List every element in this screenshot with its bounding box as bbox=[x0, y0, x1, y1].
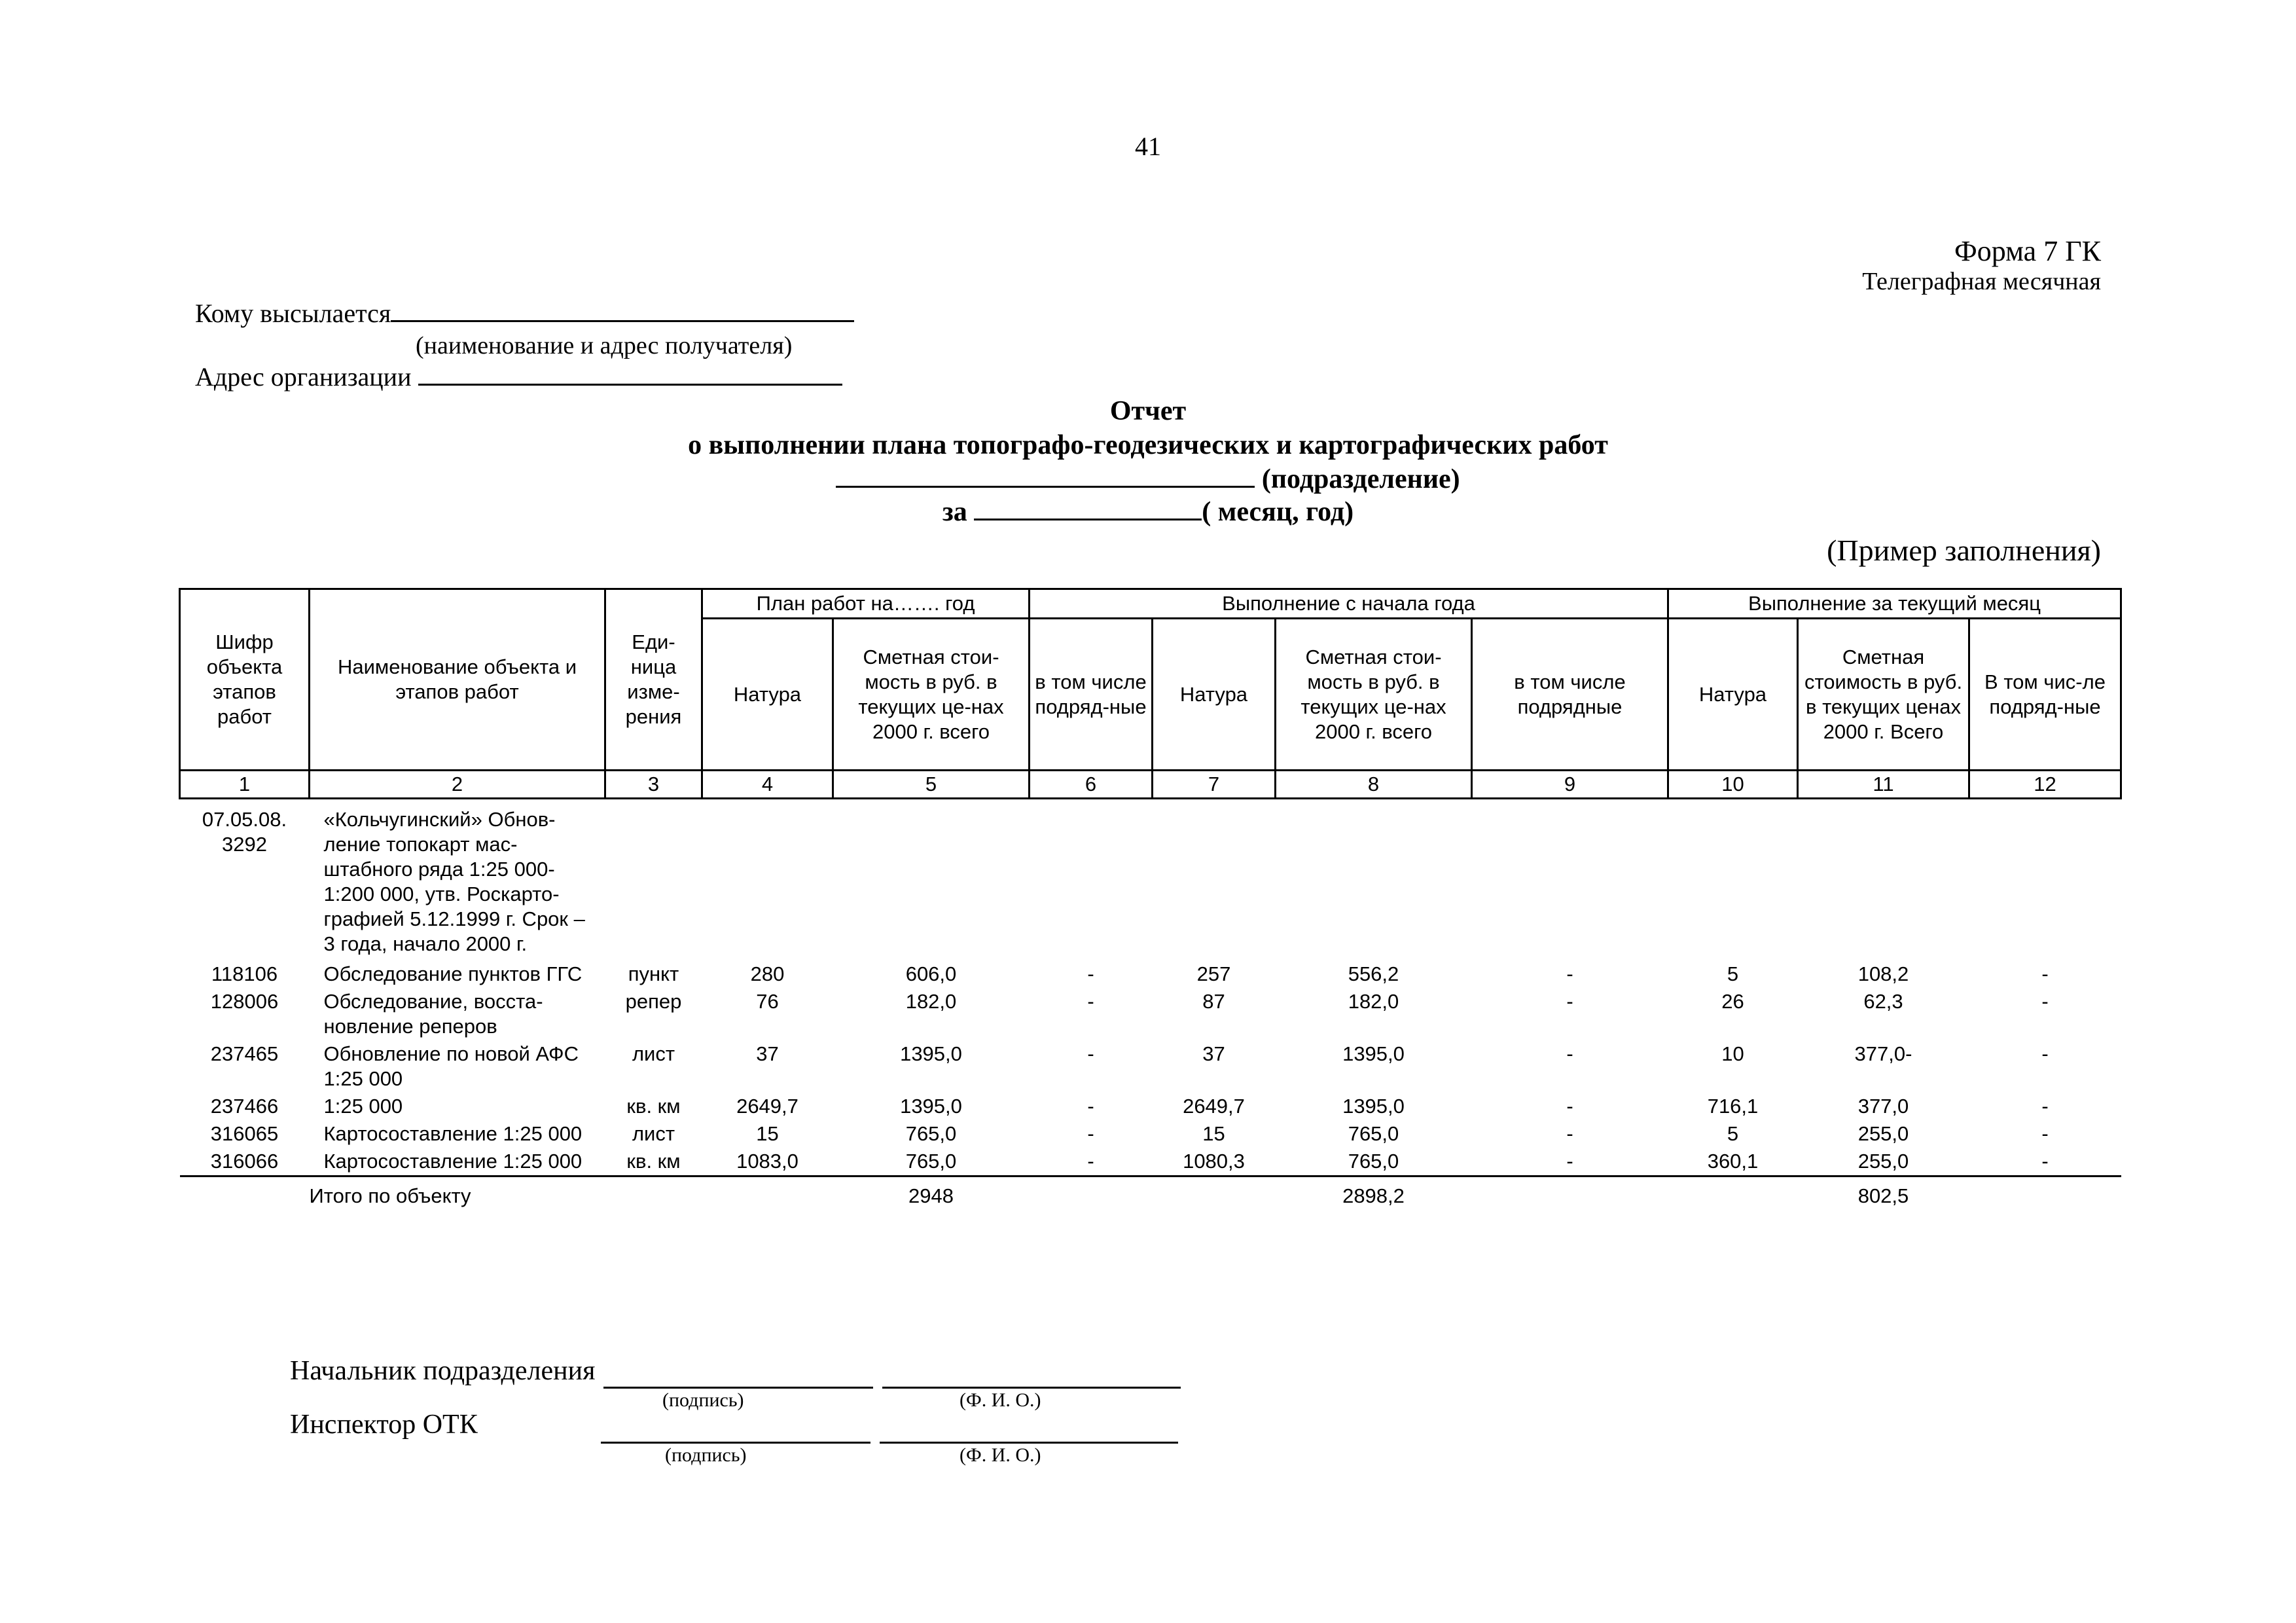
cell-month-cost: 108,2 bbox=[1857, 962, 1909, 985]
org-address-label: Адрес организации bbox=[195, 362, 412, 392]
period-prefix: за bbox=[942, 497, 967, 527]
table-row bbox=[180, 960, 2121, 988]
division-label: (подразделение) bbox=[1261, 464, 1460, 494]
cell-month-cost: 377,0- bbox=[1854, 1042, 1912, 1065]
recipient-label: Кому высылается bbox=[195, 299, 391, 328]
org-address-blank[interactable] bbox=[418, 384, 842, 386]
header-group-plan: План работ на……. год bbox=[702, 589, 1030, 619]
table-row bbox=[180, 1120, 2121, 1148]
page-number: 41 bbox=[1135, 132, 1161, 161]
cell-plan-cost: 1395,0 bbox=[900, 1042, 962, 1065]
cell-unit bbox=[605, 799, 702, 961]
cell-month-nature: 26 bbox=[1721, 990, 1744, 1013]
header-plan-subcontract: в том числе подряд-ные bbox=[1030, 619, 1153, 771]
period-suffix: ( месяц, год) bbox=[1202, 497, 1354, 527]
cell-plan-subcontract: - bbox=[1087, 1042, 1094, 1065]
cell-month-subcontract bbox=[1969, 799, 2121, 961]
cell-month-cost bbox=[1798, 799, 1969, 961]
total-label: Итого по объекту bbox=[309, 1184, 471, 1207]
cell-plan-nature: 280 bbox=[750, 962, 785, 985]
cell-month-nature: 10 bbox=[1721, 1042, 1744, 1065]
recipient-hint: (наименование и адрес получателя) bbox=[416, 332, 793, 359]
cell-ytd-subcontract: - bbox=[1566, 962, 1573, 985]
cell-name: «Кольчугинский» Обнов-ление топокарт мас-штабного ряда 1:25 000-1:200 000, утв. Роскарто-графией 5.12.1999 г. Срок – 3 года, начало 2000 г. bbox=[323, 808, 585, 955]
header-group-since-start: Выполнение с начала года bbox=[1030, 589, 1668, 619]
total-plan-cost: 2948 bbox=[908, 1184, 954, 1207]
head-signature-line[interactable] bbox=[603, 1387, 873, 1389]
cell-plan-subcontract: - bbox=[1087, 962, 1094, 985]
org-address-line bbox=[195, 361, 842, 392]
cell-plan-nature: 1083,0 bbox=[702, 1148, 833, 1176]
cell-month-nature bbox=[1668, 799, 1798, 961]
column-number: 10 bbox=[1668, 771, 1798, 799]
total-row bbox=[180, 1176, 2121, 1211]
cell-unit: кв. км bbox=[605, 1148, 702, 1176]
inspector-signature-label: Инспектор ОТК bbox=[290, 1410, 478, 1440]
cell-plan-cost bbox=[833, 799, 1030, 961]
report-table bbox=[179, 588, 2122, 1210]
cell-ytd-cost: 765,0 bbox=[1348, 1122, 1399, 1145]
cell-month-cost: 377,0 bbox=[1857, 1095, 1909, 1118]
cell-plan-subcontract bbox=[1030, 799, 1153, 961]
cell-code: 237466 bbox=[210, 1095, 279, 1118]
period-blank[interactable] bbox=[974, 519, 1202, 520]
column-number: 4 bbox=[702, 771, 833, 799]
cell-name: Картосоставление 1:25 000 bbox=[323, 1122, 583, 1145]
cell-month-nature: 716,1 bbox=[1707, 1095, 1759, 1118]
cell-plan-nature bbox=[702, 799, 833, 961]
cell-ytd-cost: 1395,0 bbox=[1342, 1095, 1405, 1118]
cell-month-subcontract: - bbox=[2041, 990, 2049, 1013]
recipient-line bbox=[195, 298, 854, 329]
cell-month-subcontract: - bbox=[2041, 1042, 2049, 1065]
cell-code: 07.05.08. 3292 bbox=[202, 808, 287, 856]
cell-plan-nature: 15 bbox=[756, 1122, 779, 1145]
header-group-current-month: Выполнение за текущий месяц bbox=[1668, 589, 2121, 619]
cell-ytd-cost: 556,2 bbox=[1348, 962, 1399, 985]
table-row bbox=[180, 1093, 2121, 1120]
column-number: 8 bbox=[1276, 771, 1472, 799]
cell-ytd-cost: 765,0 bbox=[1276, 1148, 1472, 1176]
column-number: 1 bbox=[180, 771, 310, 799]
cell-code: 316065 bbox=[210, 1122, 279, 1145]
form-kind: Телеграфная месячная bbox=[1862, 268, 2101, 295]
cell-ytd-nature: 257 bbox=[1196, 962, 1231, 985]
cell-plan-cost: 765,0 bbox=[833, 1148, 1030, 1176]
cell-ytd-subcontract: - bbox=[1566, 990, 1573, 1013]
head-signature-caption: (подпись) bbox=[662, 1389, 744, 1411]
division-blank[interactable] bbox=[836, 486, 1255, 488]
header-code: Шифр объекта этапов работ bbox=[180, 589, 310, 771]
cell-unit: лист bbox=[632, 1122, 675, 1145]
column-number: 5 bbox=[833, 771, 1030, 799]
cell-month-cost: 255,0 bbox=[1857, 1122, 1909, 1145]
inspector-fio-caption: (Ф. И. О.) bbox=[960, 1444, 1041, 1466]
cell-unit: кв. км bbox=[626, 1095, 681, 1118]
cell-plan-cost: 1395,0 bbox=[900, 1095, 962, 1118]
cell-month-nature: 5 bbox=[1727, 962, 1739, 985]
cell-ytd-subcontract: - bbox=[1566, 1122, 1573, 1145]
column-number: 6 bbox=[1030, 771, 1153, 799]
cell-name: Обследование пунктов ГГС bbox=[323, 962, 583, 985]
cell-unit: лист bbox=[632, 1042, 675, 1065]
header-plan-cost: Сметная стои-мость в руб. в текущих це-нах 2000 г. всего bbox=[833, 619, 1030, 771]
cell-ytd-cost: 1395,0 bbox=[1342, 1042, 1405, 1065]
cell-month-nature: 5 bbox=[1727, 1122, 1739, 1145]
report-period-line bbox=[0, 496, 2296, 528]
cell-month-subcontract: - bbox=[2041, 962, 2049, 985]
cell-unit: пункт bbox=[628, 962, 679, 985]
cell-name: Картосоставление 1:25 000 bbox=[310, 1148, 605, 1176]
cell-plan-cost: 765,0 bbox=[905, 1122, 957, 1145]
example-note: (Пример заполнения) bbox=[1827, 534, 2101, 567]
cell-unit: репер bbox=[625, 990, 682, 1013]
cell-plan-cost: 606,0 bbox=[905, 962, 957, 985]
header-month-cost: Сметная стоимость в руб. в текущих ценах 2000 г. Всего bbox=[1798, 619, 1969, 771]
header-ytd-subcontract: в том числе подрядные bbox=[1472, 619, 1668, 771]
inspector-signature-line[interactable] bbox=[601, 1442, 870, 1444]
column-number: 7 bbox=[1153, 771, 1276, 799]
cell-plan-nature: 76 bbox=[756, 990, 779, 1013]
inspector-signature-caption: (подпись) bbox=[665, 1444, 747, 1466]
form-name: Форма 7 ГК bbox=[1954, 235, 2101, 267]
column-number: 12 bbox=[1969, 771, 2121, 799]
cell-code: 118106 bbox=[211, 962, 278, 985]
cell-ytd-nature: 1080,3 bbox=[1153, 1148, 1276, 1176]
report-title: Отчет bbox=[1109, 396, 1187, 426]
column-number: 2 bbox=[310, 771, 605, 799]
cell-ytd-subcontract: - bbox=[1566, 1042, 1573, 1065]
column-number-row bbox=[180, 771, 2121, 799]
report-subtitle: о выполнении плана топографо-геодезических и картографических работ bbox=[688, 430, 1608, 460]
recipient-blank[interactable] bbox=[391, 320, 854, 322]
cell-plan-subcontract: - bbox=[1087, 1122, 1094, 1145]
cell-ytd-subcontract: - bbox=[1566, 1095, 1573, 1118]
cell-month-cost: 62,3 bbox=[1863, 990, 1903, 1013]
cell-month-cost: 255,0 bbox=[1798, 1148, 1969, 1176]
cell-plan-subcontract: - bbox=[1087, 990, 1094, 1013]
cell-plan-subcontract: - bbox=[1030, 1148, 1153, 1176]
cell-ytd-cost: 182,0 bbox=[1348, 990, 1399, 1013]
cell-ytd-subcontract bbox=[1472, 799, 1668, 961]
cell-month-nature: 360,1 bbox=[1668, 1148, 1798, 1176]
table-row bbox=[180, 1040, 2121, 1093]
header-name: Наименование объекта и этапов работ bbox=[310, 589, 605, 771]
cell-ytd-nature: 15 bbox=[1202, 1122, 1225, 1145]
table-row bbox=[180, 799, 2121, 961]
cell-plan-nature: 37 bbox=[756, 1042, 779, 1065]
head-fio-line[interactable] bbox=[882, 1387, 1181, 1389]
header-month-subcontract: В том чис-ле подряд-ные bbox=[1969, 619, 2121, 771]
cell-month-subcontract: - bbox=[1969, 1148, 2121, 1176]
header-ytd-nature: Натура bbox=[1153, 619, 1276, 771]
cell-ytd-subcontract: - bbox=[1472, 1148, 1668, 1176]
head-fio-caption: (Ф. И. О.) bbox=[960, 1389, 1041, 1411]
cell-code: 237465 bbox=[210, 1042, 279, 1065]
cell-name: Обследование, восста-новление реперов bbox=[323, 990, 543, 1038]
total-ytd-cost: 2898,2 bbox=[1342, 1184, 1405, 1207]
cell-ytd-nature: 2649,7 bbox=[1183, 1095, 1245, 1118]
cell-ytd-nature bbox=[1153, 799, 1276, 961]
header-month-nature: Натура bbox=[1668, 619, 1798, 771]
header-plan-nature: Натура bbox=[702, 619, 833, 771]
table-row bbox=[180, 1148, 2121, 1176]
inspector-fio-line[interactable] bbox=[880, 1442, 1178, 1444]
column-number: 3 bbox=[605, 771, 702, 799]
cell-month-subcontract: - bbox=[2041, 1122, 2049, 1145]
table-row bbox=[180, 988, 2121, 1040]
cell-month-subcontract: - bbox=[2041, 1095, 2049, 1118]
cell-name: 1:25 000 bbox=[323, 1095, 403, 1118]
total-month-cost: 802,5 bbox=[1857, 1184, 1909, 1207]
cell-code: 128006 bbox=[210, 990, 279, 1013]
cell-ytd-nature: 37 bbox=[1202, 1042, 1225, 1065]
cell-ytd-nature: 87 bbox=[1202, 990, 1225, 1013]
column-number: 11 bbox=[1798, 771, 1969, 799]
cell-name: Обновление по новой АФС 1:25 000 bbox=[323, 1042, 579, 1090]
column-number: 9 bbox=[1472, 771, 1668, 799]
cell-plan-nature: 2649,7 bbox=[736, 1095, 798, 1118]
head-signature-label: Начальник подразделения bbox=[290, 1356, 596, 1386]
header-ytd-cost: Сметная стои-мость в руб. в текущих це-нах 2000 г. всего bbox=[1276, 619, 1472, 771]
report-division-line bbox=[0, 464, 2296, 495]
cell-plan-cost: 182,0 bbox=[905, 990, 957, 1013]
header-unit: Еди-ница изме-рения bbox=[605, 589, 702, 771]
cell-code: 316066 bbox=[180, 1148, 310, 1176]
cell-plan-subcontract: - bbox=[1087, 1095, 1094, 1118]
cell-ytd-cost bbox=[1276, 799, 1472, 961]
